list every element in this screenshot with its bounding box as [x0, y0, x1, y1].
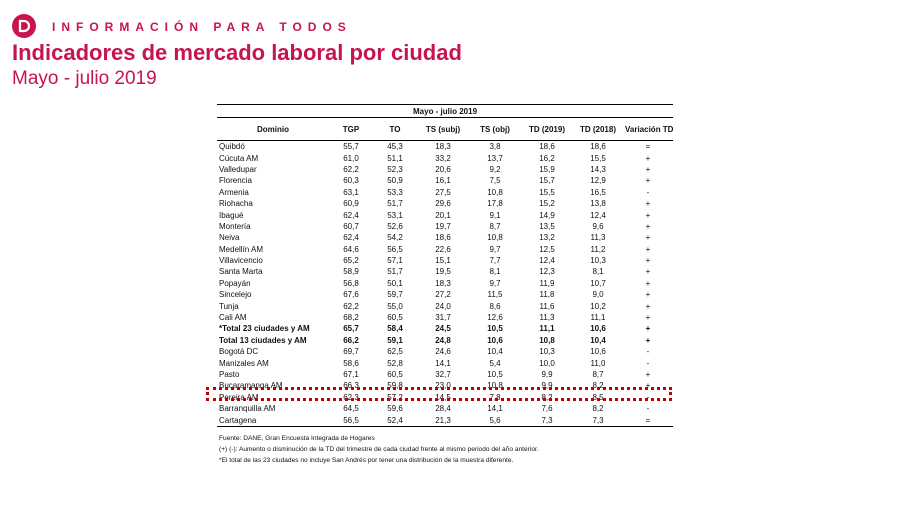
value-cell: 15,1 [435, 256, 451, 266]
value-cell: 12,4 [539, 256, 555, 266]
value-cell: 60,9 [343, 199, 359, 209]
value-cell: 8,2 [541, 392, 553, 402]
city-cell: Cartagena [217, 414, 329, 426]
value-cell: + [645, 221, 651, 231]
value-cell: 11,2 [590, 244, 606, 254]
value-cell: 15,9 [539, 164, 555, 174]
value-cell: 8,5 [592, 392, 604, 402]
value-cell: 10,6 [590, 324, 606, 334]
value-cell: 11,5 [487, 290, 503, 300]
value-cell: 60,5 [387, 370, 403, 379]
value-cell: 9,9 [541, 381, 553, 391]
table-row [217, 414, 673, 426]
value-cell: 66,3 [343, 381, 359, 391]
value-cell: 52,4 [373, 414, 417, 426]
value-cell: 29,6 [435, 199, 451, 209]
value-cell: + [645, 176, 651, 186]
table-row [217, 152, 673, 163]
value-cell: 10,8 [487, 187, 503, 197]
city-cell: Pereira AM [219, 392, 259, 402]
value-cell: 16,5 [590, 187, 606, 197]
value-cell: 62,5 [387, 347, 403, 357]
value-cell: 15,2 [539, 199, 555, 209]
value-cell: 32,7 [435, 370, 451, 379]
value-cell: 66,2 [343, 335, 359, 345]
city-cell: Bucaramanga AM [219, 381, 283, 391]
table-row [217, 221, 673, 232]
value-cell: 51,1 [387, 153, 403, 163]
value-cell: 9,7 [489, 278, 501, 288]
city-cell: Medellín AM [219, 244, 264, 254]
city-cell: Valledupar [219, 164, 257, 174]
value-cell: 11,0 [590, 358, 606, 368]
value-cell: 23,0 [435, 381, 451, 391]
value-cell: 62,4 [343, 210, 359, 220]
value-cell: 10,6 [590, 347, 606, 357]
value-cell: + [645, 335, 651, 345]
value-cell: 15,5 [539, 187, 555, 197]
table-row [217, 369, 673, 380]
column-header: TD (2018) [573, 118, 623, 141]
value-cell: 24,6 [435, 347, 451, 357]
value-cell: 62,4 [343, 233, 359, 243]
value-cell: 15,5 [590, 153, 606, 163]
city-cell: Armenia [219, 187, 249, 197]
value-cell: 27,5 [435, 187, 451, 197]
value-cell: 21,3 [417, 414, 469, 426]
value-cell: = [623, 414, 673, 426]
value-cell: 12,6 [487, 313, 503, 323]
table-row [217, 403, 673, 414]
dane-logo-icon [12, 14, 36, 38]
value-cell: + [645, 313, 651, 323]
value-cell: 18,3 [435, 278, 451, 288]
value-cell: 11,6 [539, 301, 555, 311]
value-cell: 8,2 [592, 381, 604, 391]
value-cell: 63,1 [343, 187, 359, 197]
value-cell: 10,8 [487, 233, 503, 243]
value-cell: 7,6 [541, 404, 553, 414]
value-cell: 10,8 [539, 335, 555, 345]
value-cell: 11,1 [590, 313, 606, 323]
column-header: TS (obj) [469, 118, 521, 141]
value-cell: 51,7 [387, 267, 403, 277]
value-cell: 5,4 [489, 358, 501, 368]
column-header: TS (subj) [417, 118, 469, 141]
value-cell: 67,1 [343, 370, 359, 379]
value-cell: 8,7 [592, 370, 604, 379]
value-cell: 11,9 [539, 278, 555, 288]
value-cell: - [646, 347, 650, 357]
value-cell: 19,7 [435, 221, 451, 231]
value-cell: 12,5 [539, 244, 555, 254]
value-cell: 8,6 [489, 301, 501, 311]
column-header: TO [373, 118, 417, 141]
value-cell: 58,9 [343, 267, 359, 277]
value-cell: 59,6 [387, 404, 403, 414]
city-cell: Barranquilla AM [219, 404, 276, 414]
value-cell: 52,8 [387, 358, 403, 368]
value-cell: - [646, 404, 650, 414]
value-cell: 10,4 [487, 347, 503, 357]
value-cell: 61,0 [343, 153, 359, 163]
city-cell: Riohacha [219, 199, 253, 209]
value-cell: = [645, 142, 651, 152]
city-cell: Quibdó [219, 142, 245, 152]
value-cell: 14,9 [539, 210, 555, 220]
value-cell: 3,8 [489, 142, 501, 152]
footnote: *El total de las 23 ciudades no incluye San Andrés por tener una distribución de la muestra diferente. [219, 457, 514, 464]
table-row [217, 198, 673, 209]
value-cell: - [646, 358, 650, 368]
value-cell: 59,1 [387, 335, 403, 345]
value-cell: 27,2 [435, 290, 451, 300]
value-cell: 10,8 [487, 381, 503, 391]
city-cell: Villavicencio [219, 256, 263, 266]
city-cell: Tunja [219, 301, 239, 311]
value-cell: 11,8 [539, 290, 555, 300]
table-row [217, 323, 673, 334]
table-row [217, 289, 673, 300]
table-row [217, 266, 673, 277]
value-cell: + [645, 256, 651, 266]
table-row [217, 357, 673, 368]
value-cell: 62,2 [343, 164, 359, 174]
value-cell: 56,5 [329, 414, 373, 426]
footnote: Fuente: DANE, Gran Encuesta Integrada de Hogares [219, 435, 375, 442]
table-row [217, 164, 673, 175]
labor-market-table [217, 104, 673, 427]
value-cell: + [645, 278, 651, 288]
city-cell: Total 13 ciudades y AM [219, 335, 307, 345]
value-cell: 28,4 [435, 404, 451, 414]
city-cell: Montería [219, 221, 251, 231]
value-cell: 22,6 [435, 244, 451, 254]
value-cell: 10,4 [590, 335, 606, 345]
value-cell: 60,5 [387, 313, 403, 323]
value-cell: 16,2 [539, 153, 555, 163]
value-cell: 20,1 [435, 210, 451, 220]
value-cell: 60,3 [343, 176, 359, 186]
value-cell: 13,5 [539, 221, 555, 231]
value-cell: + [645, 301, 651, 311]
value-cell: 7,3 [573, 414, 623, 426]
table-period-header: Mayo - julio 2019 [217, 105, 673, 118]
value-cell: 65,7 [343, 324, 359, 334]
value-cell: 19,5 [435, 267, 451, 277]
value-cell: 9,0 [592, 290, 604, 300]
value-cell: + [645, 290, 651, 300]
table-row [217, 175, 673, 186]
value-cell: 20,6 [435, 164, 451, 174]
value-cell: 54,2 [387, 233, 403, 243]
table-row [217, 312, 673, 323]
value-cell: 58,6 [343, 358, 359, 368]
value-cell: 10,5 [487, 324, 503, 334]
value-cell: 13,7 [487, 153, 503, 163]
value-cell: 56,5 [387, 244, 403, 254]
table-row [217, 209, 673, 220]
table-row [217, 141, 673, 153]
value-cell: 52,6 [387, 221, 403, 231]
city-cell: Sincelejo [219, 290, 252, 300]
value-cell: - [646, 187, 650, 197]
value-cell: 9,9 [541, 370, 553, 379]
value-cell: 60,7 [343, 221, 359, 231]
value-cell: + [645, 210, 651, 220]
page-title: Indicadores de mercado laboral por ciudad [12, 40, 462, 65]
value-cell: 18,6 [539, 142, 555, 152]
value-cell: + [645, 244, 651, 254]
value-cell: 24,8 [435, 335, 451, 345]
value-cell: 10,2 [590, 301, 606, 311]
value-cell: 8,1 [592, 267, 604, 277]
city-cell: Florencia [219, 176, 252, 186]
value-cell: 65,2 [343, 256, 359, 266]
value-cell: 16,1 [435, 176, 451, 186]
value-cell: 53,1 [387, 210, 403, 220]
value-cell: 67,6 [343, 290, 359, 300]
city-cell: Neiva [219, 233, 240, 243]
value-cell: 14,1 [435, 358, 451, 368]
value-cell: 11,3 [590, 233, 606, 243]
value-cell: 12,9 [590, 176, 606, 186]
value-cell: + [645, 381, 651, 391]
page-subtitle: Mayo - julio 2019 [12, 68, 157, 89]
table-row [217, 244, 673, 255]
value-cell: 10,5 [487, 370, 503, 379]
value-cell: 24,0 [435, 301, 451, 311]
city-cell: Bogotá DC [219, 347, 259, 357]
value-cell: 15,7 [539, 176, 555, 186]
table-row [217, 300, 673, 311]
table-row [217, 346, 673, 357]
value-cell: 10,7 [590, 278, 606, 288]
city-cell: Pasto [219, 370, 240, 379]
table-row [217, 335, 673, 346]
city-cell: *Total 23 ciudades y AM [219, 324, 310, 334]
value-cell: 64,6 [343, 244, 359, 254]
value-cell: 9,6 [592, 221, 604, 231]
value-cell: 59,7 [387, 290, 403, 300]
value-cell: 52,3 [387, 164, 403, 174]
value-cell: 33,2 [435, 153, 451, 163]
value-cell: 51,7 [387, 199, 403, 209]
value-cell: + [645, 324, 651, 334]
value-cell: 7,3 [521, 414, 573, 426]
city-cell: Cali AM [219, 313, 247, 323]
city-cell: Santa Marta [219, 267, 263, 277]
table-row [217, 255, 673, 266]
footnote: (+) (-): Aumento o disminución de la TD del trimestre de cada ciudad frente al mismo periodo del año anterior. [219, 446, 539, 453]
table-row [217, 392, 673, 403]
value-cell: 68,2 [343, 313, 359, 323]
table-row [217, 278, 673, 289]
value-cell: 59,8 [387, 381, 403, 391]
value-cell: 62,2 [343, 301, 359, 311]
value-cell: + [645, 153, 651, 163]
city-cell: Popayán [219, 278, 251, 288]
value-cell: 57,2 [387, 392, 403, 402]
value-cell: - [646, 392, 650, 402]
city-cell: Ibagué [219, 210, 244, 220]
value-cell: 50,1 [387, 278, 403, 288]
value-cell: 17,8 [487, 199, 503, 209]
value-cell: 58,4 [387, 324, 403, 334]
value-cell: 57,1 [387, 256, 403, 266]
table-notes [219, 433, 539, 466]
value-cell: 62,3 [343, 392, 359, 402]
value-cell: 14,3 [590, 164, 606, 174]
value-cell: 10,0 [539, 358, 555, 368]
value-cell: + [645, 199, 651, 209]
value-cell: 18,6 [435, 233, 451, 243]
value-cell: 9,2 [489, 164, 501, 174]
value-cell: 9,7 [489, 244, 501, 254]
value-cell: 14,5 [435, 392, 451, 402]
value-cell: + [645, 164, 651, 174]
tagline: INFORMACIÓN PARA TODOS [52, 20, 352, 34]
value-cell: 10,6 [487, 335, 503, 345]
column-header: TD (2019) [521, 118, 573, 141]
value-cell: 8,7 [489, 221, 501, 231]
value-cell: 10,3 [590, 256, 606, 266]
value-cell: 11,1 [539, 324, 555, 334]
value-cell: 45,3 [387, 142, 403, 152]
city-cell: Cúcuta AM [219, 153, 259, 163]
value-cell: 12,4 [590, 210, 606, 220]
column-header: TGP [329, 118, 373, 141]
value-cell: 31,7 [435, 313, 451, 323]
value-cell: 56,8 [343, 278, 359, 288]
value-cell: 64,5 [343, 404, 359, 414]
value-cell: 13,2 [539, 233, 555, 243]
value-cell: 12,3 [539, 267, 555, 277]
value-cell: 7,7 [489, 256, 501, 266]
value-cell: 53,3 [387, 187, 403, 197]
value-cell: 13,8 [590, 199, 606, 209]
value-cell: + [645, 267, 651, 277]
value-cell: 7,8 [489, 392, 501, 402]
table-row-highlighted [217, 380, 673, 391]
value-cell: 69,7 [343, 347, 359, 357]
value-cell: 11,3 [539, 313, 555, 323]
value-cell: 9,1 [489, 210, 501, 220]
value-cell: 10,3 [539, 347, 555, 357]
value-cell: 18,3 [435, 142, 451, 152]
value-cell: 18,6 [590, 142, 606, 152]
value-cell: 50,9 [387, 176, 403, 186]
value-cell: 55,0 [387, 301, 403, 311]
value-cell: 55,7 [343, 142, 359, 152]
table-row [217, 187, 673, 198]
city-cell: Manizales AM [219, 358, 269, 368]
column-header: Dominio [217, 118, 329, 141]
value-cell: 24,5 [435, 324, 451, 334]
column-header: Variación TD [623, 118, 673, 141]
table-row [217, 232, 673, 243]
value-cell: 8,2 [592, 404, 604, 414]
value-cell: 7,5 [489, 176, 501, 186]
value-cell: + [645, 233, 651, 243]
value-cell: + [645, 370, 651, 379]
value-cell: 8,1 [489, 267, 501, 277]
value-cell: 5,6 [469, 414, 521, 426]
value-cell: 14,1 [487, 404, 503, 414]
